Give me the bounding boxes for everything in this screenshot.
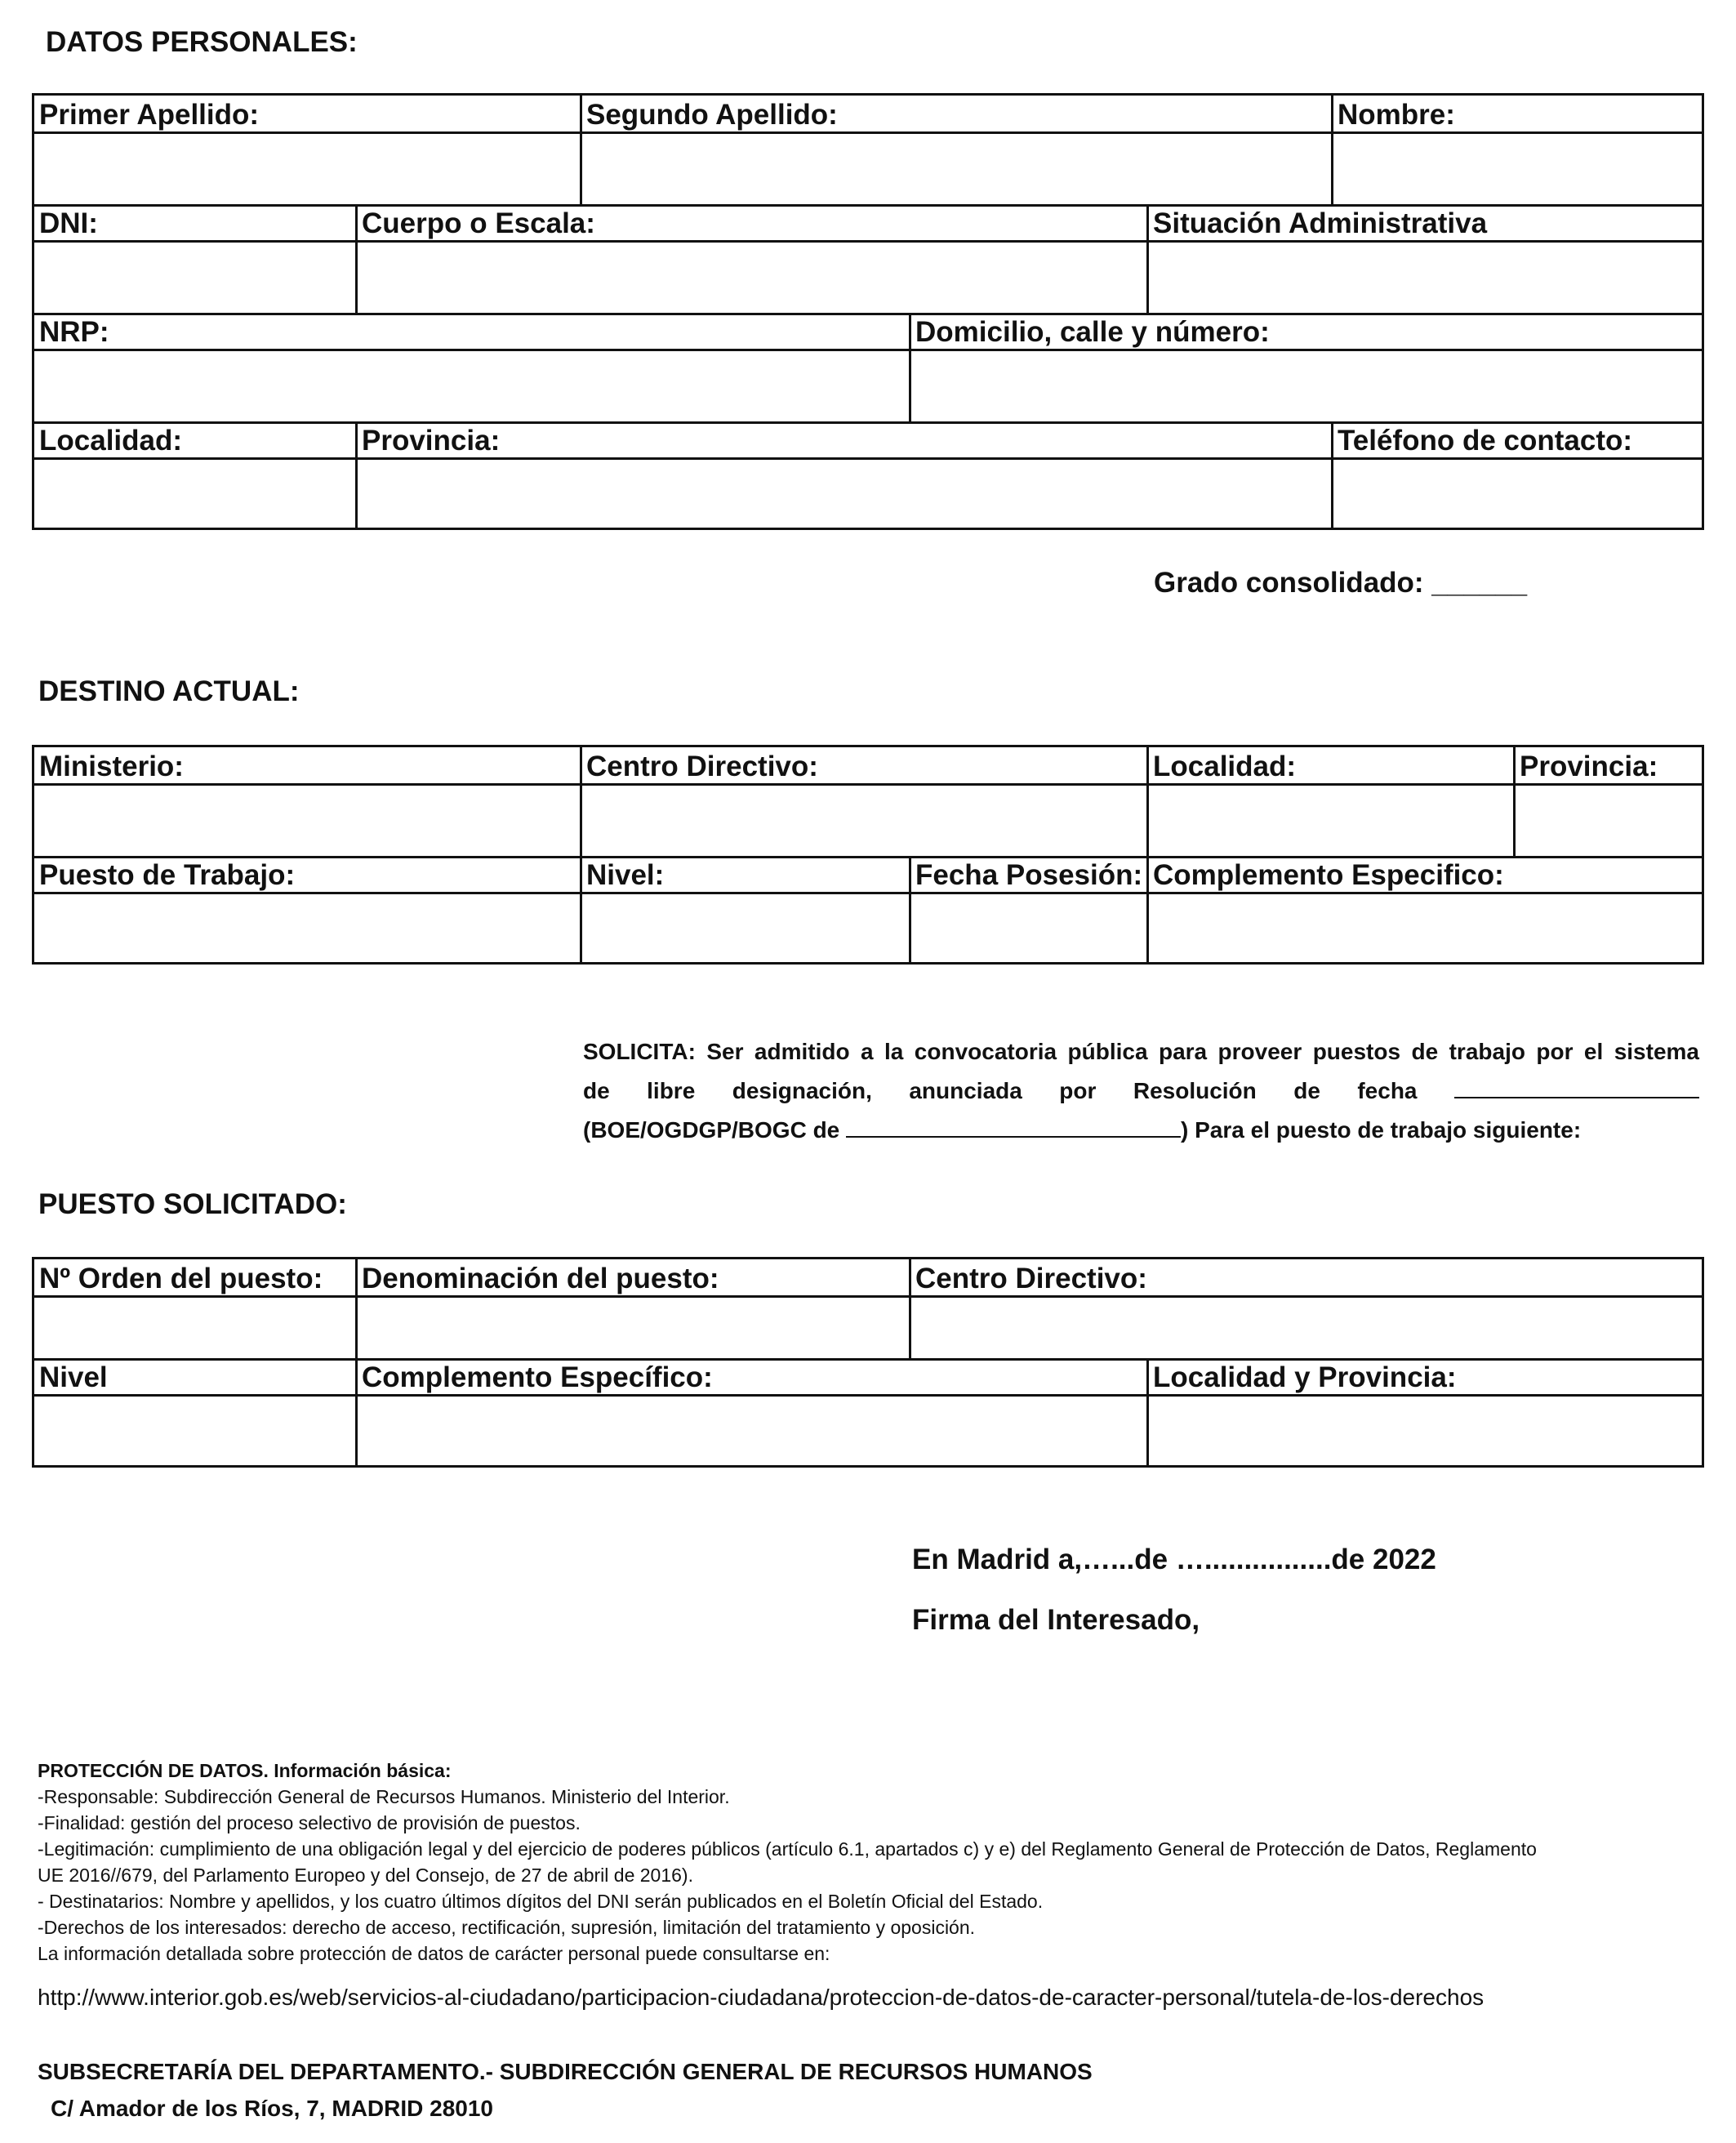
label-centro-directivo: Centro Directivo: xyxy=(915,1263,1147,1294)
footer-address: C/ Amador de los Ríos, 7, MADRID 28010 xyxy=(51,2096,493,2121)
section-heading-puesto-solicitado: PUESTO SOLICITADO: xyxy=(38,1188,347,1220)
label-centro-directivo: Centro Directivo: xyxy=(586,751,818,782)
label-denominacion: Denominación del puesto: xyxy=(362,1263,719,1294)
nivel-field[interactable] xyxy=(582,894,909,962)
proteccion-line: UE 2016//679, del Parlamento Europeo y del Consejo, de 27 de abril de 2016). xyxy=(38,1865,693,1886)
ministerio-field[interactable] xyxy=(34,786,580,856)
label-puesto-trabajo: Puesto de Trabajo: xyxy=(39,859,296,891)
label-nivel: Nivel xyxy=(39,1361,108,1393)
solicita-word: de xyxy=(1293,1078,1320,1103)
proteccion-datos-link[interactable]: http://www.interior.gob.es/web/servicios-al-ciudadano/participacion-ciudadana/proteccion-de-datos-de-caracter-personal/tutela-de-los-derechos xyxy=(38,1985,1485,2010)
destino-actual-grid xyxy=(32,745,1704,965)
fecha-lugar: En Madrid a,…...de …................de 2022 xyxy=(912,1544,1436,1575)
label-segundo-apellido: Segundo Apellido: xyxy=(586,99,838,131)
solicita-word: anunciada xyxy=(909,1078,1022,1103)
label-cuerpo-escala: Cuerpo o Escala: xyxy=(362,207,595,239)
row-divider xyxy=(34,856,1702,858)
complemento-especifico-field[interactable] xyxy=(358,1397,1146,1465)
segundo-apellido-field[interactable] xyxy=(582,134,1331,204)
row-divider xyxy=(34,204,1702,207)
label-provincia: Provincia: xyxy=(362,425,501,457)
solicita-line-1: SOLICITA: Ser admitido a la convocatoria pública para proveer puestos de trabajo por el sistema xyxy=(583,1039,1699,1064)
label-numero-orden: Nº Orden del puesto: xyxy=(39,1263,323,1294)
denominacion-field[interactable] xyxy=(358,1298,909,1358)
footer-department: SUBSECRETARÍA DEL DEPARTAMENTO.- SUBDIRECCIÓN GENERAL DE RECURSOS HUMANOS xyxy=(38,2059,1093,2084)
solicita-word: por xyxy=(1059,1078,1097,1103)
label-nombre: Nombre: xyxy=(1338,99,1455,131)
situacion-administrativa-field[interactable] xyxy=(1149,243,1702,313)
cuerpo-escala-field[interactable] xyxy=(358,243,1146,313)
row-divider xyxy=(34,421,1702,424)
proteccion-datos-block xyxy=(38,1758,1537,1967)
grado-consolidado: Grado consolidado: ______ xyxy=(1154,567,1528,599)
fecha-posesion-field[interactable] xyxy=(911,894,1146,962)
solicita-word: de xyxy=(583,1078,610,1103)
centro-directivo-field[interactable] xyxy=(911,1298,1702,1358)
solicita-puesto-text: ) Para el puesto de trabajo siguiente: xyxy=(1181,1117,1582,1143)
label-primer-apellido: Primer Apellido: xyxy=(39,99,260,131)
nrp-field[interactable] xyxy=(34,351,909,421)
label-situacion-administrativa: Situación Administrativa xyxy=(1153,207,1488,239)
puesto-solicitado-grid xyxy=(32,1257,1704,1468)
dni-field[interactable] xyxy=(34,243,355,313)
proteccion-line: La información detallada sobre protección de datos de carácter personal puede consultarse en: xyxy=(38,1943,830,1964)
centro-directivo-field[interactable] xyxy=(582,786,1146,856)
boe-reference-blank[interactable] xyxy=(846,1136,1181,1138)
personal-data-grid xyxy=(32,93,1704,530)
label-localidad: Localidad: xyxy=(1153,751,1297,782)
firma-interesado: Firma del Interesado, xyxy=(912,1604,1200,1636)
telefono-field[interactable] xyxy=(1333,460,1702,528)
complemento-especifico-field[interactable] xyxy=(1149,894,1702,962)
label-provincia: Provincia: xyxy=(1520,751,1658,782)
label-telefono: Teléfono de contacto: xyxy=(1338,425,1633,457)
domicilio-field[interactable] xyxy=(911,351,1702,421)
solicita-paragraph xyxy=(583,1032,1699,1150)
puesto-trabajo-field[interactable] xyxy=(34,894,580,962)
solicita-word: fecha xyxy=(1357,1078,1418,1103)
solicita-word: libre xyxy=(647,1078,696,1103)
proteccion-line: -Responsable: Subdirección General de Recursos Humanos. Ministerio del Interior. xyxy=(38,1786,730,1807)
label-fecha-posesion: Fecha Posesión: xyxy=(915,859,1143,891)
solicita-word: designación, xyxy=(732,1078,872,1103)
localidad-provincia-field[interactable] xyxy=(1149,1397,1702,1465)
label-nivel: Nivel: xyxy=(586,859,665,891)
label-localidad: Localidad: xyxy=(39,425,183,457)
solicita-line-3 xyxy=(583,1111,1699,1150)
localidad-field[interactable] xyxy=(1149,786,1513,856)
label-dni: DNI: xyxy=(39,207,98,239)
row-divider xyxy=(34,313,1702,315)
solicita-word: Resolución xyxy=(1133,1078,1257,1103)
resolucion-fecha-blank[interactable] xyxy=(1454,1097,1699,1098)
numero-orden-field[interactable] xyxy=(34,1298,355,1358)
proteccion-line: -Finalidad: gestión del proceso selectivo de provisión de puestos. xyxy=(38,1812,581,1833)
provincia-field[interactable] xyxy=(1516,786,1702,856)
localidad-field[interactable] xyxy=(34,460,355,528)
proteccion-line: -Derechos de los interesados: derecho de acceso, rectificación, supresión, limitación del tratamiento y oposición. xyxy=(38,1917,976,1938)
label-nrp: NRP: xyxy=(39,316,109,348)
section-heading-datos-personales: DATOS PERSONALES: xyxy=(46,26,358,58)
label-complemento-especifico: Complemento Específico: xyxy=(362,1361,713,1393)
nombre-field[interactable] xyxy=(1333,134,1702,204)
provincia-field[interactable] xyxy=(358,460,1331,528)
proteccion-datos-title: PROTECCIÓN DE DATOS. Información básica: xyxy=(38,1760,452,1781)
section-heading-destino-actual: DESTINO ACTUAL: xyxy=(38,675,300,707)
row-divider xyxy=(34,1358,1702,1361)
label-ministerio: Ministerio: xyxy=(39,751,184,782)
primer-apellido-field[interactable] xyxy=(34,134,580,204)
label-localidad-provincia: Localidad y Provincia: xyxy=(1153,1361,1457,1393)
solicita-boe-text: (BOE/OGDGP/BOGC de xyxy=(583,1117,840,1143)
proteccion-line: -Legitimación: cumplimiento de una obligación legal y del ejercicio de poderes públicos (artículo 6.1, apartados c) y e) del Reglamento General de Protección de Datos, Reglamento xyxy=(38,1838,1537,1860)
label-domicilio: Domicilio, calle y número: xyxy=(915,316,1270,348)
label-complemento-especifico: Complemento Especifico: xyxy=(1153,859,1504,891)
proteccion-line: - Destinatarios: Nombre y apellidos, y los cuatro últimos dígitos del DNI serán publicados en el Boletín Oficial del Estado. xyxy=(38,1891,1044,1912)
nivel-field[interactable] xyxy=(34,1397,355,1465)
solicita-line-2 xyxy=(583,1072,1699,1111)
